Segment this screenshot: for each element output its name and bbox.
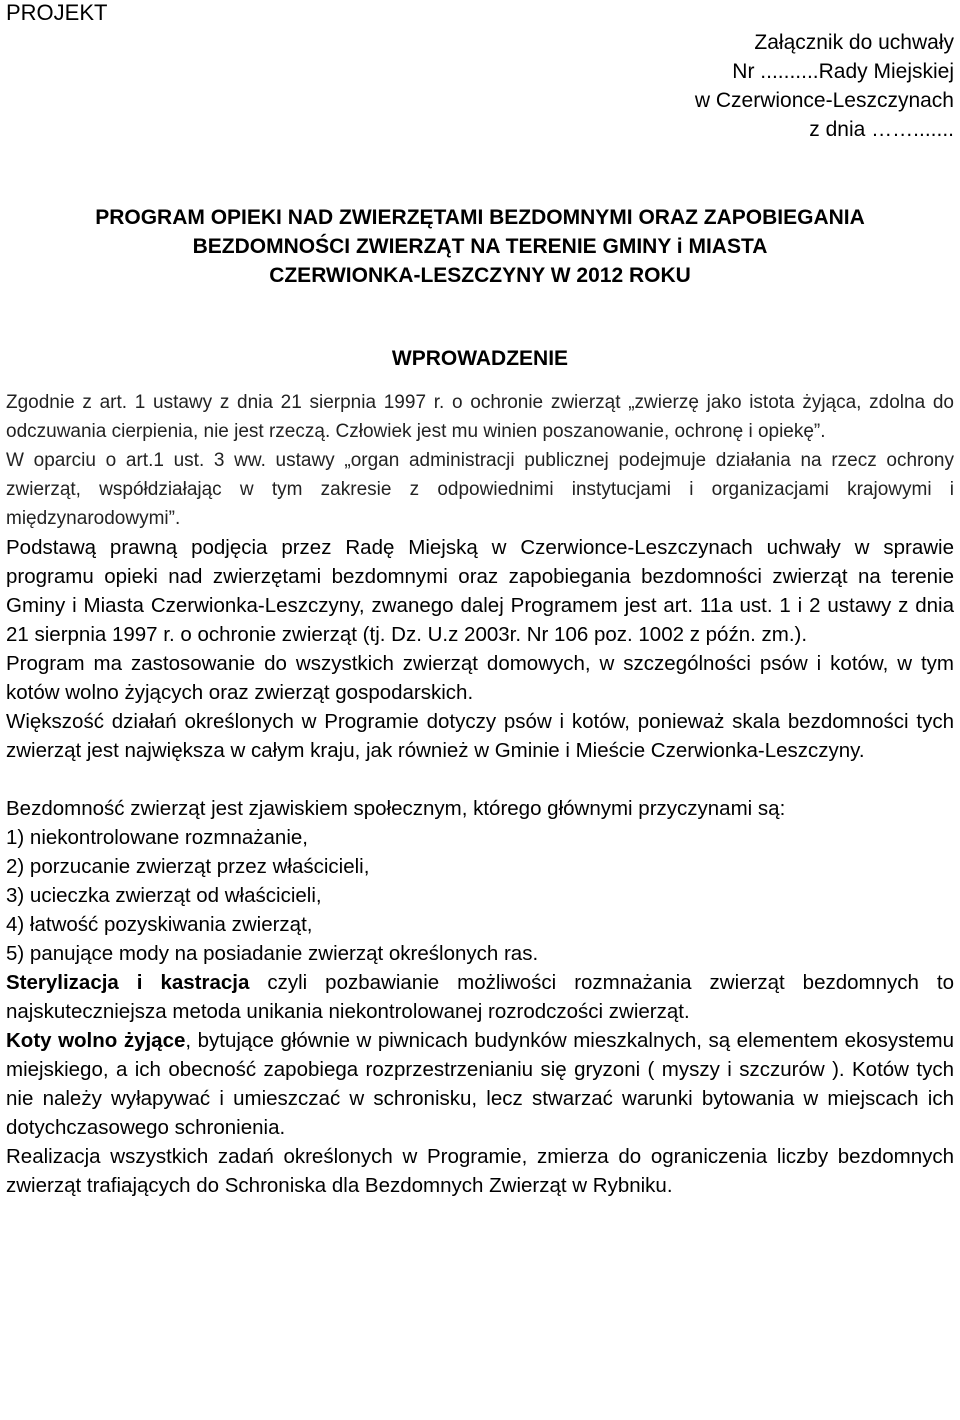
list-item: 2) porzucanie zwierząt przez właścicieli, [6, 855, 370, 878]
paragraph-legal-basis: Podstawą prawną podjęcia przez Radę Miejską w Czerwionce-Leszczynach uchwały w sprawie programu opieki nad zwierzętami bezdomnymi oraz zapobiegania bezdomności zwierząt na terenie Gminy i Miasta Czerwionka-Leszczyny, zwanego dalej Programem jest art. 11a ust. 1 i 2 ustawy z dnia 21 sierpnia 1997 r. o ochronie zwierząt (tj. Dz. U.z 2003r. Nr 106 poz. 1002 z późn. zm.). [6, 536, 954, 646]
paragraph-text: czyli pozbawianie możliwości rozmnażania zwierząt bezdomnych to najskuteczniejsza metoda unikania niekontrolowanej rozrodczości zwierząt. [6, 971, 954, 1023]
annex-line: w Czerwionce-Leszczynach [694, 89, 954, 112]
paragraph-realization: Realizacja wszystkich zadań określonych w Programie, zmierza do ograniczenia liczby bezdomnych zwierząt trafiających do Schroniska dla Bezdomnych Zwierząt w Rybniku. [6, 1145, 954, 1197]
list-item: 3) ucieczka zwierząt od właścicieli, [6, 884, 322, 907]
annex-block [6, 28, 954, 144]
annex-line: Załącznik do uchwały [754, 31, 954, 54]
section-heading-introduction: WPROWADZENIE [391, 347, 569, 370]
causes-list [6, 823, 954, 968]
bold-term-feral-cats: Koty wolno żyjące [6, 1029, 186, 1052]
paragraph-text: , bytujące głównie w piwnicach budynków mieszkalnych, są elementem ekosystemu miejskiego, a ich obecność zapobiega rozprzestrzenianiu się gryzoni ( myszy i szczurów ). Kotów tych nie należy wyłapywać i umieszczać w schronisku, lecz stwarzać warunki bytowania w miejscach ich dotychczasowego schronienia. [6, 1029, 954, 1139]
list-item: 4) łatwość pozyskiwania zwierząt, [6, 913, 313, 936]
title-line: PROGRAM OPIEKI NAD ZWIERZĘTAMI BEZDOMNYMI ORAZ ZAPOBIEGANIA [95, 206, 865, 229]
title-line: CZERWIONKA-LESZCZYNY W 2012 ROKU [269, 264, 691, 287]
annex-line: z dnia ……....... [809, 118, 954, 141]
list-item: 5) panujące mody na posiadanie zwierząt określonych ras. [6, 942, 539, 965]
draft-label: PROJEKT [6, 0, 108, 25]
list-item: 1) niekontrolowane rozmnażanie, [6, 826, 308, 849]
title-line: BEZDOMNOŚCI ZWIERZĄT NA TERENIE GMINY i MIASTA [192, 235, 768, 258]
document-title [6, 203, 954, 290]
annex-line: Nr ..........Rady Miejskiej [732, 60, 954, 83]
paragraph-feral-cats [6, 1026, 954, 1142]
main-paragraphs [6, 533, 954, 1200]
paragraph-sterilization [6, 968, 954, 1026]
blank-line [6, 765, 954, 794]
paragraph-article-1-ust-3: W oparciu o art.1 ust. 3 ww. ustawy „organ administracji publicznej podejmuje działania na rzecz ochrony zwierząt, współdziałając w tym zakresie z odpowiednimi instytucjami i organizacjami krajowymi i międzynarodowymi”. [6, 450, 954, 529]
paragraph-dogs-cats: Większość działań określonych w Programie dotyczy psów i kotów, ponieważ skala bezdomności tych zwierząt jest największa w całym kraju, jak również w Gminie i Mieście Czerwionka-Leszczyny. [6, 710, 954, 762]
paragraph-scope: Program ma zastosowanie do wszystkich zwierząt domowych, w szczególności psów i kotów, w tym kotów wolno żyjących oraz zwierząt gospodarskich. [6, 652, 954, 704]
intro-paragraphs [6, 388, 954, 533]
paragraph-homelessness-causes: Bezdomność zwierząt jest zjawiskiem społecznym, którego głównymi przyczynami są: [6, 797, 786, 820]
paragraph-article-1: Zgodnie z art. 1 ustawy z dnia 21 sierpnia 1997 r. o ochronie zwierząt „zwierzę jako istota żyjąca, zdolna do odczuwania cierpienia, nie jest rzeczą. Człowiek jest mu winien poszanowanie, ochronę i opiekę”. [6, 392, 954, 442]
bold-term-sterilization: Sterylizacja i kastracja [6, 971, 250, 994]
